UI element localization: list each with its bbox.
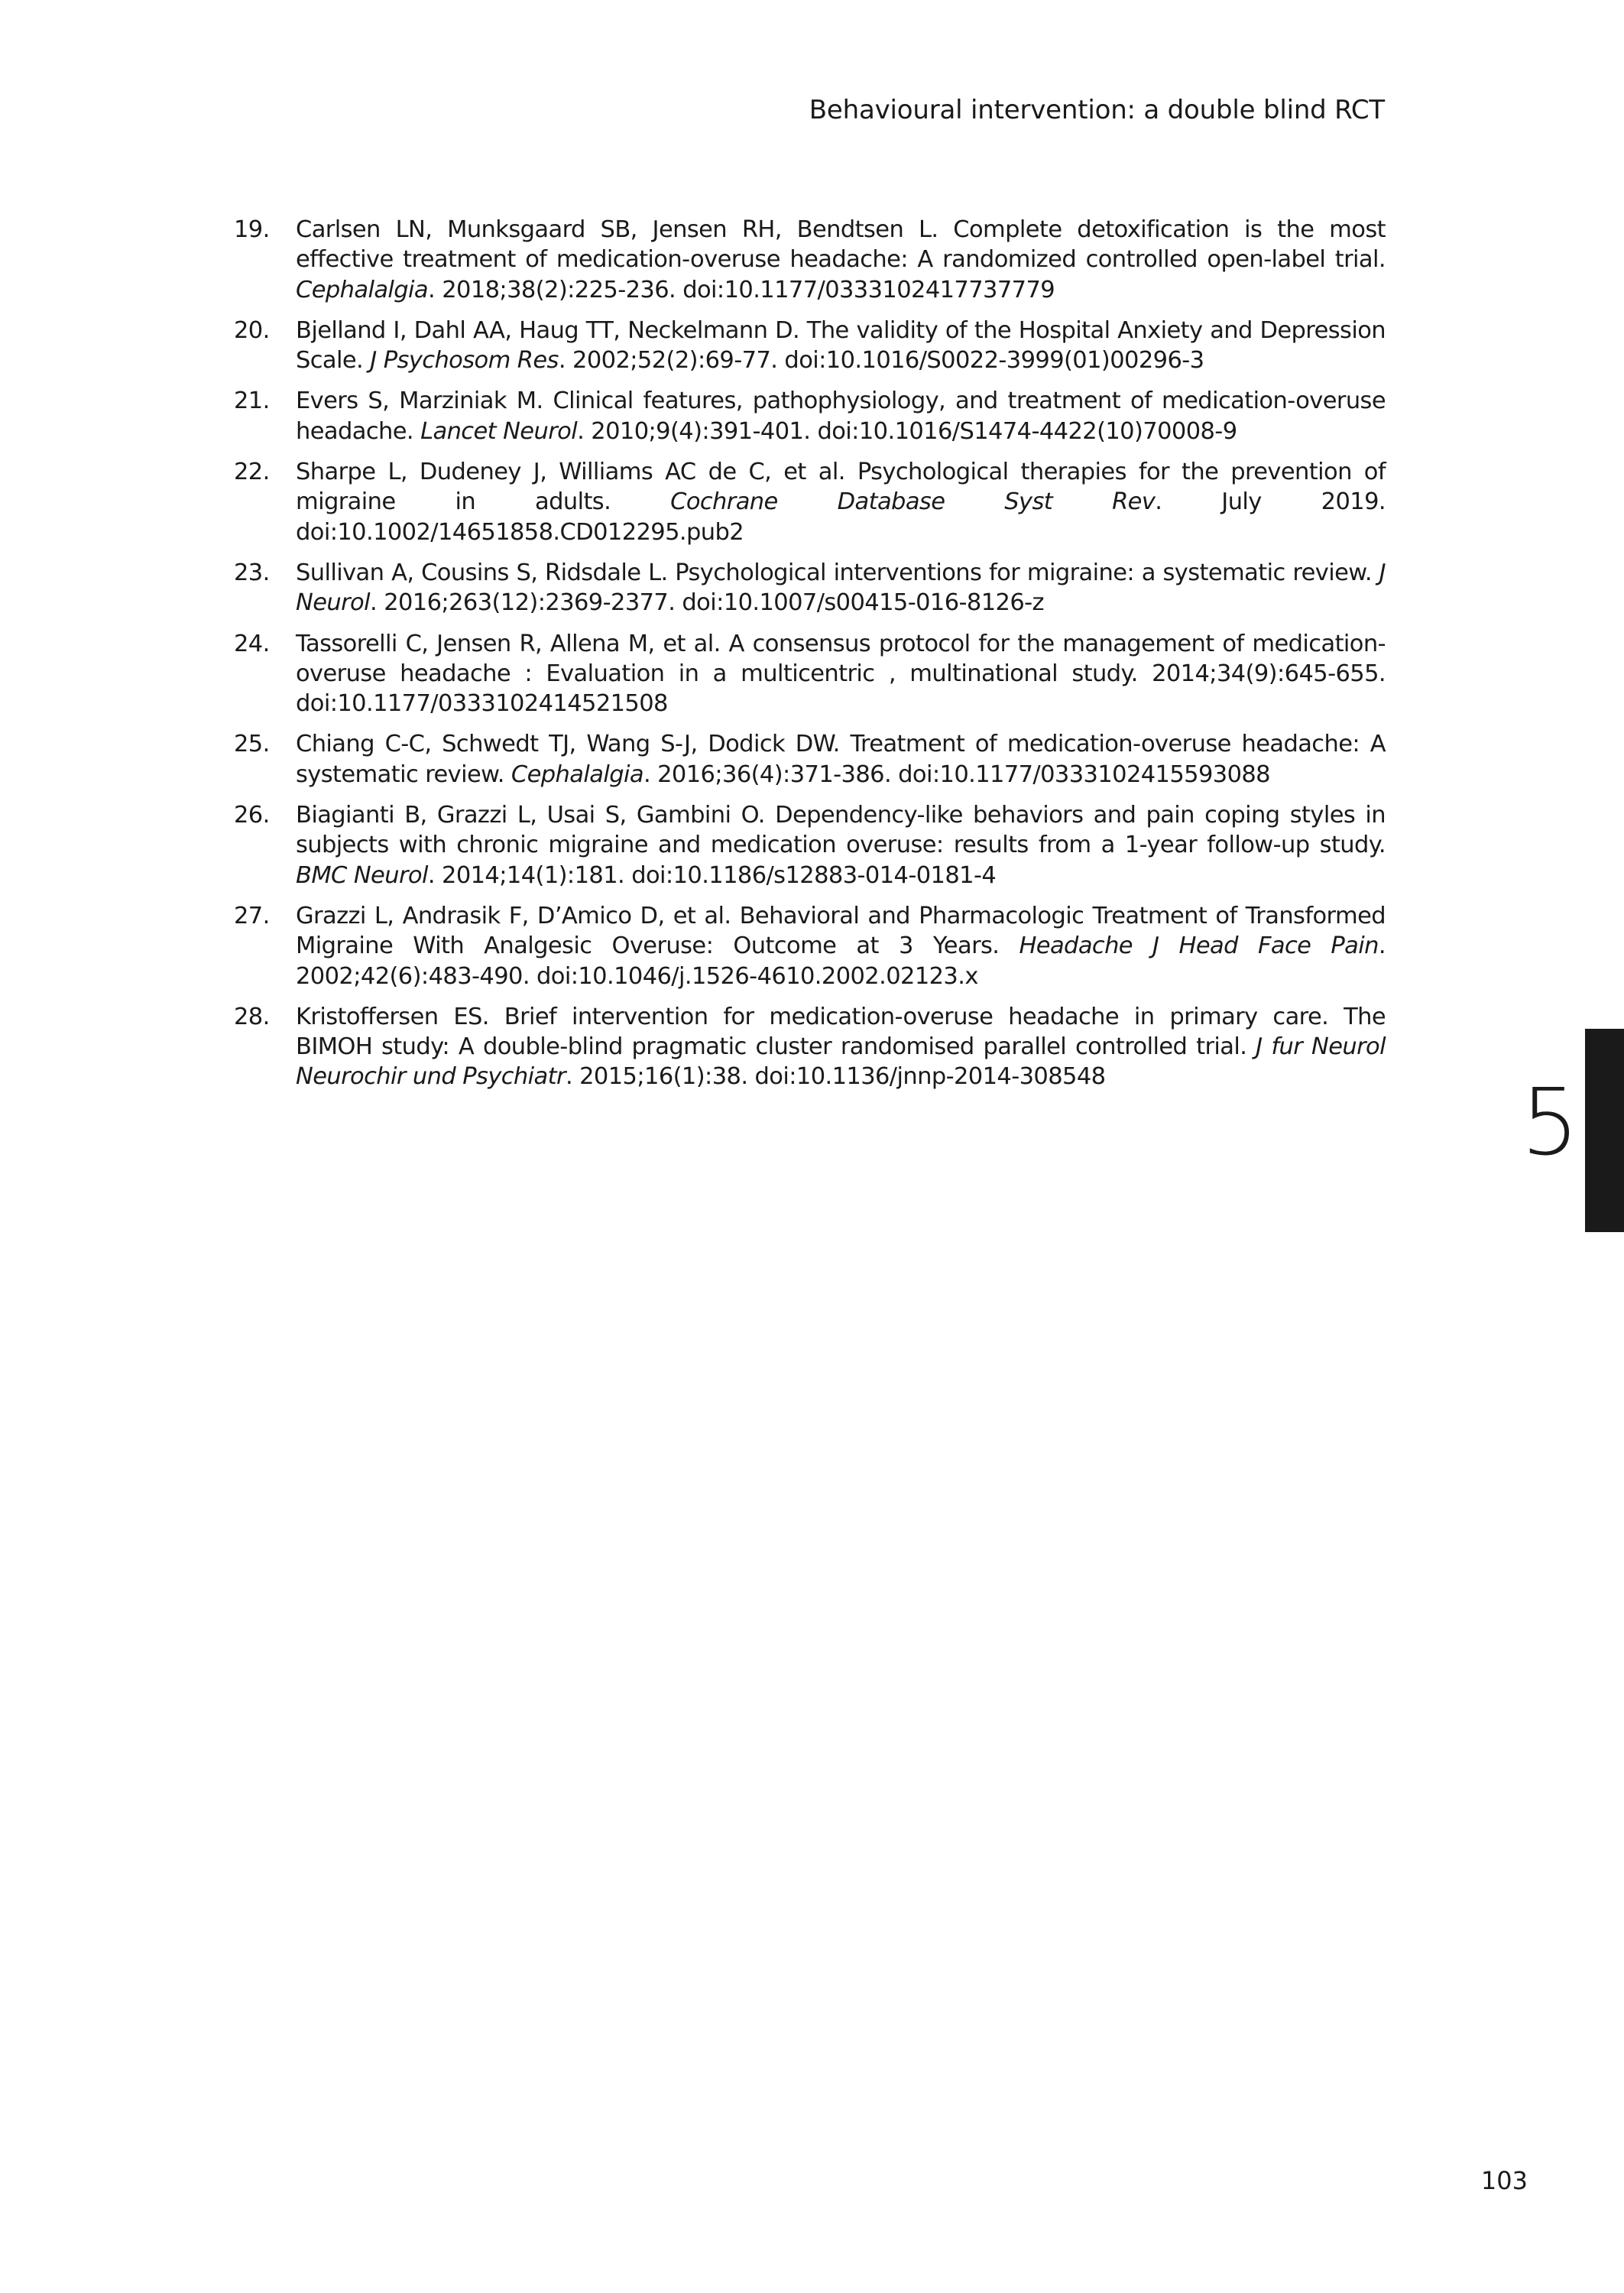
reference-number: 24. (234, 630, 270, 657)
journal-title: Lancet Neurol (420, 417, 578, 445)
reference-number: 23. (234, 559, 270, 586)
reference-number: 26. (234, 802, 270, 829)
reference-item (234, 729, 1386, 790)
reference-text: Evers S, Marziniak M. Clinical features, pathophysiology, and treatment of medication-overuse headache. Lancet Neurol. 2010;9(4):391-401. doi:10.1016/S1474-4422(10)70008-9 (296, 388, 1386, 445)
reference-number: 21. (234, 388, 270, 415)
reference-list (234, 215, 1386, 1103)
reference-number: 19. (234, 216, 270, 243)
reference-item (234, 457, 1386, 547)
journal-title: Cephalalgia (296, 276, 429, 303)
journal-title: BMC Neurol (296, 861, 428, 889)
chapter-tab (1585, 1029, 1624, 1232)
journal-title: Cephalalgia (511, 761, 643, 788)
reference-text: Grazzi L, Andrasik F, D’Amico D, et al. Behavioral and Pharmacologic Treatment of Transformed Migraine With Analgesic Overuse: Outcome at 3 Years. Headache J Head Face Pain. 2002;42(6):483-490. doi:10.1046/j.1526-4610.2002.02123.x (296, 902, 1386, 990)
reference-number: 22. (234, 459, 270, 486)
reference-text: Sharpe L, Dudeney J, Williams AC de C, et al. Psychological therapies for the prevention of migraine in adults. Cochrane Database Syst Rev. July 2019. doi:10.1002/14651858.CD012295.pub2 (296, 459, 1386, 546)
reference-item (234, 800, 1386, 890)
reference-item (234, 316, 1386, 376)
reference-text: Bjelland I, Dahl AA, Haug TT, Neckelmann D. The validity of the Hospital Anxiety and Depression Scale. J Psychosom Res. 2002;52(2):69-77. doi:10.1016/S0022-3999(01)00296-3 (296, 316, 1386, 375)
chapter-number: 5 (1521, 1070, 1578, 1176)
reference-text: Chiang C-C, Schwedt TJ, Wang S-J, Dodick DW. Treatment of medication-overuse headache: A systematic review. Cephalalgia. 2016;36(4):371-386. doi:10.1177/0333102415593088 (296, 731, 1386, 788)
reference-text: Biagianti B, Grazzi L, Usai S, Gambini O. Dependency-like behaviors and pain coping styles in subjects with chronic migraine and medication overuse: results from a 1-year follow-up study. BMC Neurol. 2014;14(1):181. doi:10.1186/s12883-014-0181-4 (296, 802, 1386, 889)
reference-text: Carlsen LN, Munksgaard SB, Jensen RH, Bendtsen L. Complete detoxification is the most effective treatment of medication-overuse headache: A randomized controlled open-label trial. Cephalalgia. 2018;38(2):225-236. doi:10.1177/0333102417737779 (296, 216, 1386, 303)
reference-text: Kristoffersen ES. Brief intervention for medication-overuse headache in primary care. The BIMOH study: A double-blind pragmatic cluster randomised parallel controlled trial. J fur Neurol Neurochir und Psychiatr. 2015;16(1):38. doi:10.1136/jnnp-2014-308548 (296, 1003, 1386, 1091)
running-header: Behavioural intervention: a double blind RCT (809, 95, 1385, 125)
journal-title: J fur Neurol Neurochir und Psychiatr (296, 1033, 1386, 1091)
journal-title: Headache J Head Face Pain (1019, 932, 1379, 960)
reference-number: 25. (234, 731, 270, 758)
journal-title: J Psychosom Res (370, 347, 559, 375)
reference-text: Sullivan A, Cousins S, Ridsdale L. Psychological interventions for migraine: a systematic review. J Neurol. 2016;263(12):2369-2377. doi:10.1007/s00415-016-8126-z (296, 559, 1386, 617)
reference-number: 20. (234, 316, 270, 344)
reference-text: Tassorelli C, Jensen R, Allena M, et al. A consensus protocol for the management of medication-overuse headache : Evaluation in a multicentric , multinational study. 2014;34(9):645-655. doi:10.1177/0333102414521508 (296, 630, 1386, 718)
journal-title: Cochrane Database Syst Rev (670, 488, 1156, 516)
reference-item (234, 629, 1386, 719)
reference-item (234, 386, 1386, 446)
reference-number: 28. (234, 1003, 270, 1030)
reference-item (234, 1002, 1386, 1092)
reference-item (234, 558, 1386, 618)
journal-title: J Neurol (296, 559, 1386, 617)
reference-number: 27. (234, 902, 270, 929)
reference-item (234, 215, 1386, 305)
reference-item (234, 901, 1386, 991)
page-number: 103 (1480, 2166, 1528, 2195)
